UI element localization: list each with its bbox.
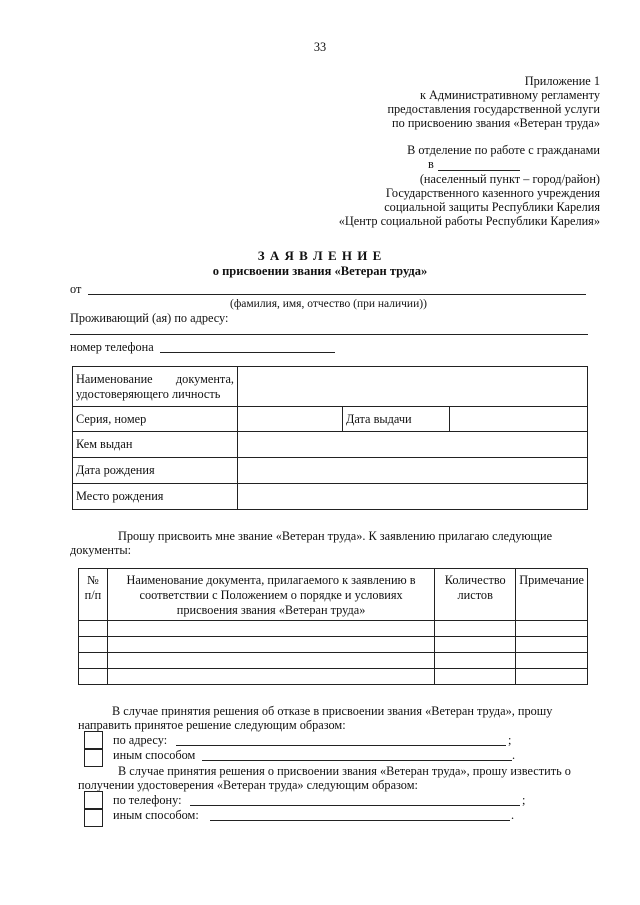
refusal-other-checkbox[interactable] <box>84 748 103 767</box>
appendix-line-3: предоставления государственной услуги <box>387 102 600 116</box>
table-row <box>79 637 588 653</box>
birth-date-label: Дата рождения <box>73 458 238 484</box>
notify-opt1-label: по телефону: <box>113 793 182 807</box>
request-text-2: документы: <box>70 543 132 557</box>
col-count-header: Количество листов <box>435 569 516 621</box>
phone-field[interactable] <box>160 352 335 353</box>
refusal-text-2: направить принятое решение следующим образом: <box>78 718 346 732</box>
table-row <box>79 653 588 669</box>
col-note-header: Примечание <box>516 569 588 621</box>
appendix-line-1: Приложение 1 <box>524 74 600 88</box>
addressee-line-6: «Центр социальной работы Республики Карелия» <box>338 214 600 228</box>
issue-date-label: Дата выдачи <box>343 407 450 432</box>
addressee-line-5: социальной защиты Республики Карелия <box>384 200 600 214</box>
addressee-line-1: В отделение по работе с гражданами <box>407 143 600 157</box>
request-text-1: Прошу присвоить мне звание «Ветеран труда». К заявлению прилагаю следующие <box>118 529 553 543</box>
birth-place-label: Место рождения <box>73 484 238 510</box>
issued-by-label: Кем выдан <box>73 432 238 458</box>
birth-place-value[interactable] <box>238 484 588 510</box>
table-row <box>79 669 588 685</box>
refusal-opt1-label: по адресу: <box>113 733 168 747</box>
settlement-field[interactable] <box>438 170 520 171</box>
id-doc-name-label: Наименование документа, удостоверяющего личность <box>73 367 238 407</box>
series-value[interactable] <box>238 407 343 432</box>
from-field[interactable] <box>88 294 586 295</box>
birth-date-value[interactable] <box>238 458 588 484</box>
refusal-text-1: В случае принятия решения об отказе в присвоении звания «Ветеран труда», прошу <box>112 704 553 718</box>
appendix-line-4: по присвоению звания «Ветеран труда» <box>392 116 600 130</box>
appendix-line-2: к Административному регламенту <box>419 88 600 102</box>
addressee-in: в <box>428 157 434 171</box>
col-num-header: № п/п <box>79 569 108 621</box>
notify-text-2: получении удостоверения «Ветеран труда» следующим образом: <box>78 778 418 792</box>
addressee-line-4: Государственного казенного учреждения <box>385 186 600 200</box>
page-number: 33 <box>313 40 327 54</box>
refusal-address-field[interactable] <box>176 745 506 746</box>
document-subtitle: о присвоении звания «Ветеран труда» <box>212 264 428 278</box>
notify-opt2-end: . <box>511 808 515 822</box>
id-doc-name-value[interactable] <box>238 367 588 407</box>
col-name-header: Наименование документа, прилагаемого к заявлению в соответствии с Положением о порядке и условиях присвоения звания «Ветеран труда» <box>107 569 434 621</box>
document-title: З А Я В Л Е Н И Е <box>257 248 383 263</box>
notify-other-checkbox[interactable] <box>84 808 103 827</box>
from-hint: (фамилия, имя, отчество (при наличии)) <box>230 298 427 310</box>
refusal-opt2-end: . <box>512 748 516 762</box>
attached-docs-table <box>78 568 588 685</box>
phone-label: номер телефона <box>70 340 154 354</box>
addressee-hint: (населенный пункт – город/район) <box>419 172 600 186</box>
notify-text-1: В случае принятия решения о присвоении звания «Ветеран труда», прошу известить о <box>118 764 571 778</box>
notify-opt2-label: иным способом: <box>113 808 199 822</box>
from-label: от <box>70 282 82 296</box>
refusal-opt1-end: ; <box>508 733 512 747</box>
id-document-table <box>72 366 588 510</box>
notify-other-field[interactable] <box>210 820 510 821</box>
issue-date-value[interactable] <box>450 407 588 432</box>
notify-opt1-end: ; <box>522 793 526 807</box>
issued-by-value[interactable] <box>238 432 588 458</box>
series-label: Серия, номер <box>73 407 238 432</box>
notify-phone-field[interactable] <box>190 805 520 806</box>
refusal-other-field[interactable] <box>202 760 512 761</box>
table-row <box>79 621 588 637</box>
address-field[interactable] <box>70 334 588 335</box>
refusal-opt2-label: иным способом <box>113 748 196 762</box>
address-label: Проживающий (ая) по адресу: <box>70 311 229 325</box>
